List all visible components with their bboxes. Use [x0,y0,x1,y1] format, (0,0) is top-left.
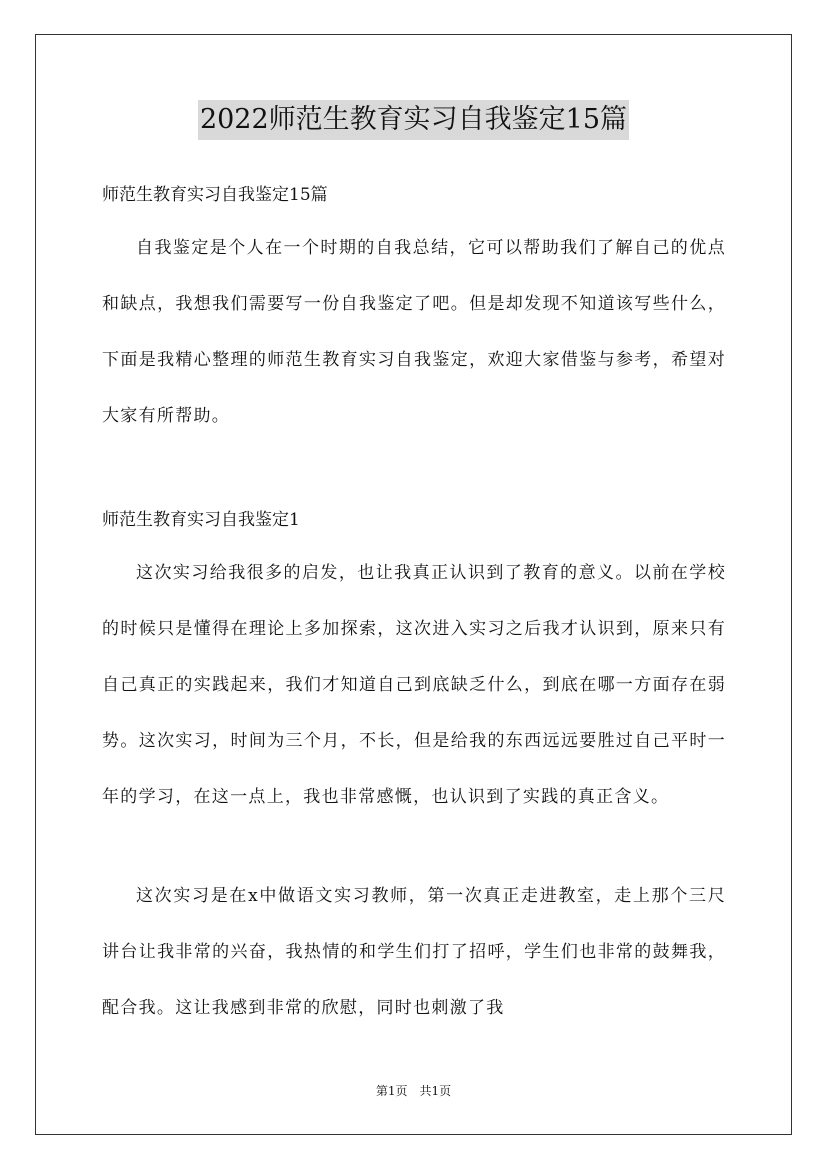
document-title: 2022师范生教育实习自我鉴定15篇 [198,100,629,140]
section-heading-1: 师范生教育实习自我鉴定1 [102,510,300,530]
section1-paragraph-1: 这次实习给我很多的启发，也让我真正认识到了教育的意义。以前在学校的时候只是懂得在理论上多加探索，这次进入实习之后我才认识到，原来只有自己真正的实践起来，我们才知道自己到底缺乏什么，到底在哪一方面存在弱势。这次实习，时间为三个月，不长，但是给我的东西远远要胜过自己平时一年的学习，在这一点上，我也非常感慨，也认识到了实践的真正含义。 [102,563,726,807]
section1-paragraph-2: 这次实习是在x中做语文实习教师，第一次真正走进教室，走上那个三尺讲台让我非常的兴奋，我热情的和学生们打了招呼，学生们也非常的鼓舞我，配合我。这让我感到非常的欣慰，同时也刺激了我 [102,886,726,1018]
title-container [0,100,827,140]
document-subtitle: 师范生教育实习自我鉴定15篇 [102,185,328,205]
page-number-footer: 第1页 共1页 [375,1084,452,1098]
intro-paragraph: 自我鉴定是个人在一个时期的自我总结，它可以帮助我们了解自己的优点和缺点，我想我们需要写一份自我鉴定了吧。但是却发现不知道该写些什么，下面是我精心整理的师范生教育实习自我鉴定，欢迎大家借鉴与参考，希望对大家有所帮助。 [102,238,726,426]
